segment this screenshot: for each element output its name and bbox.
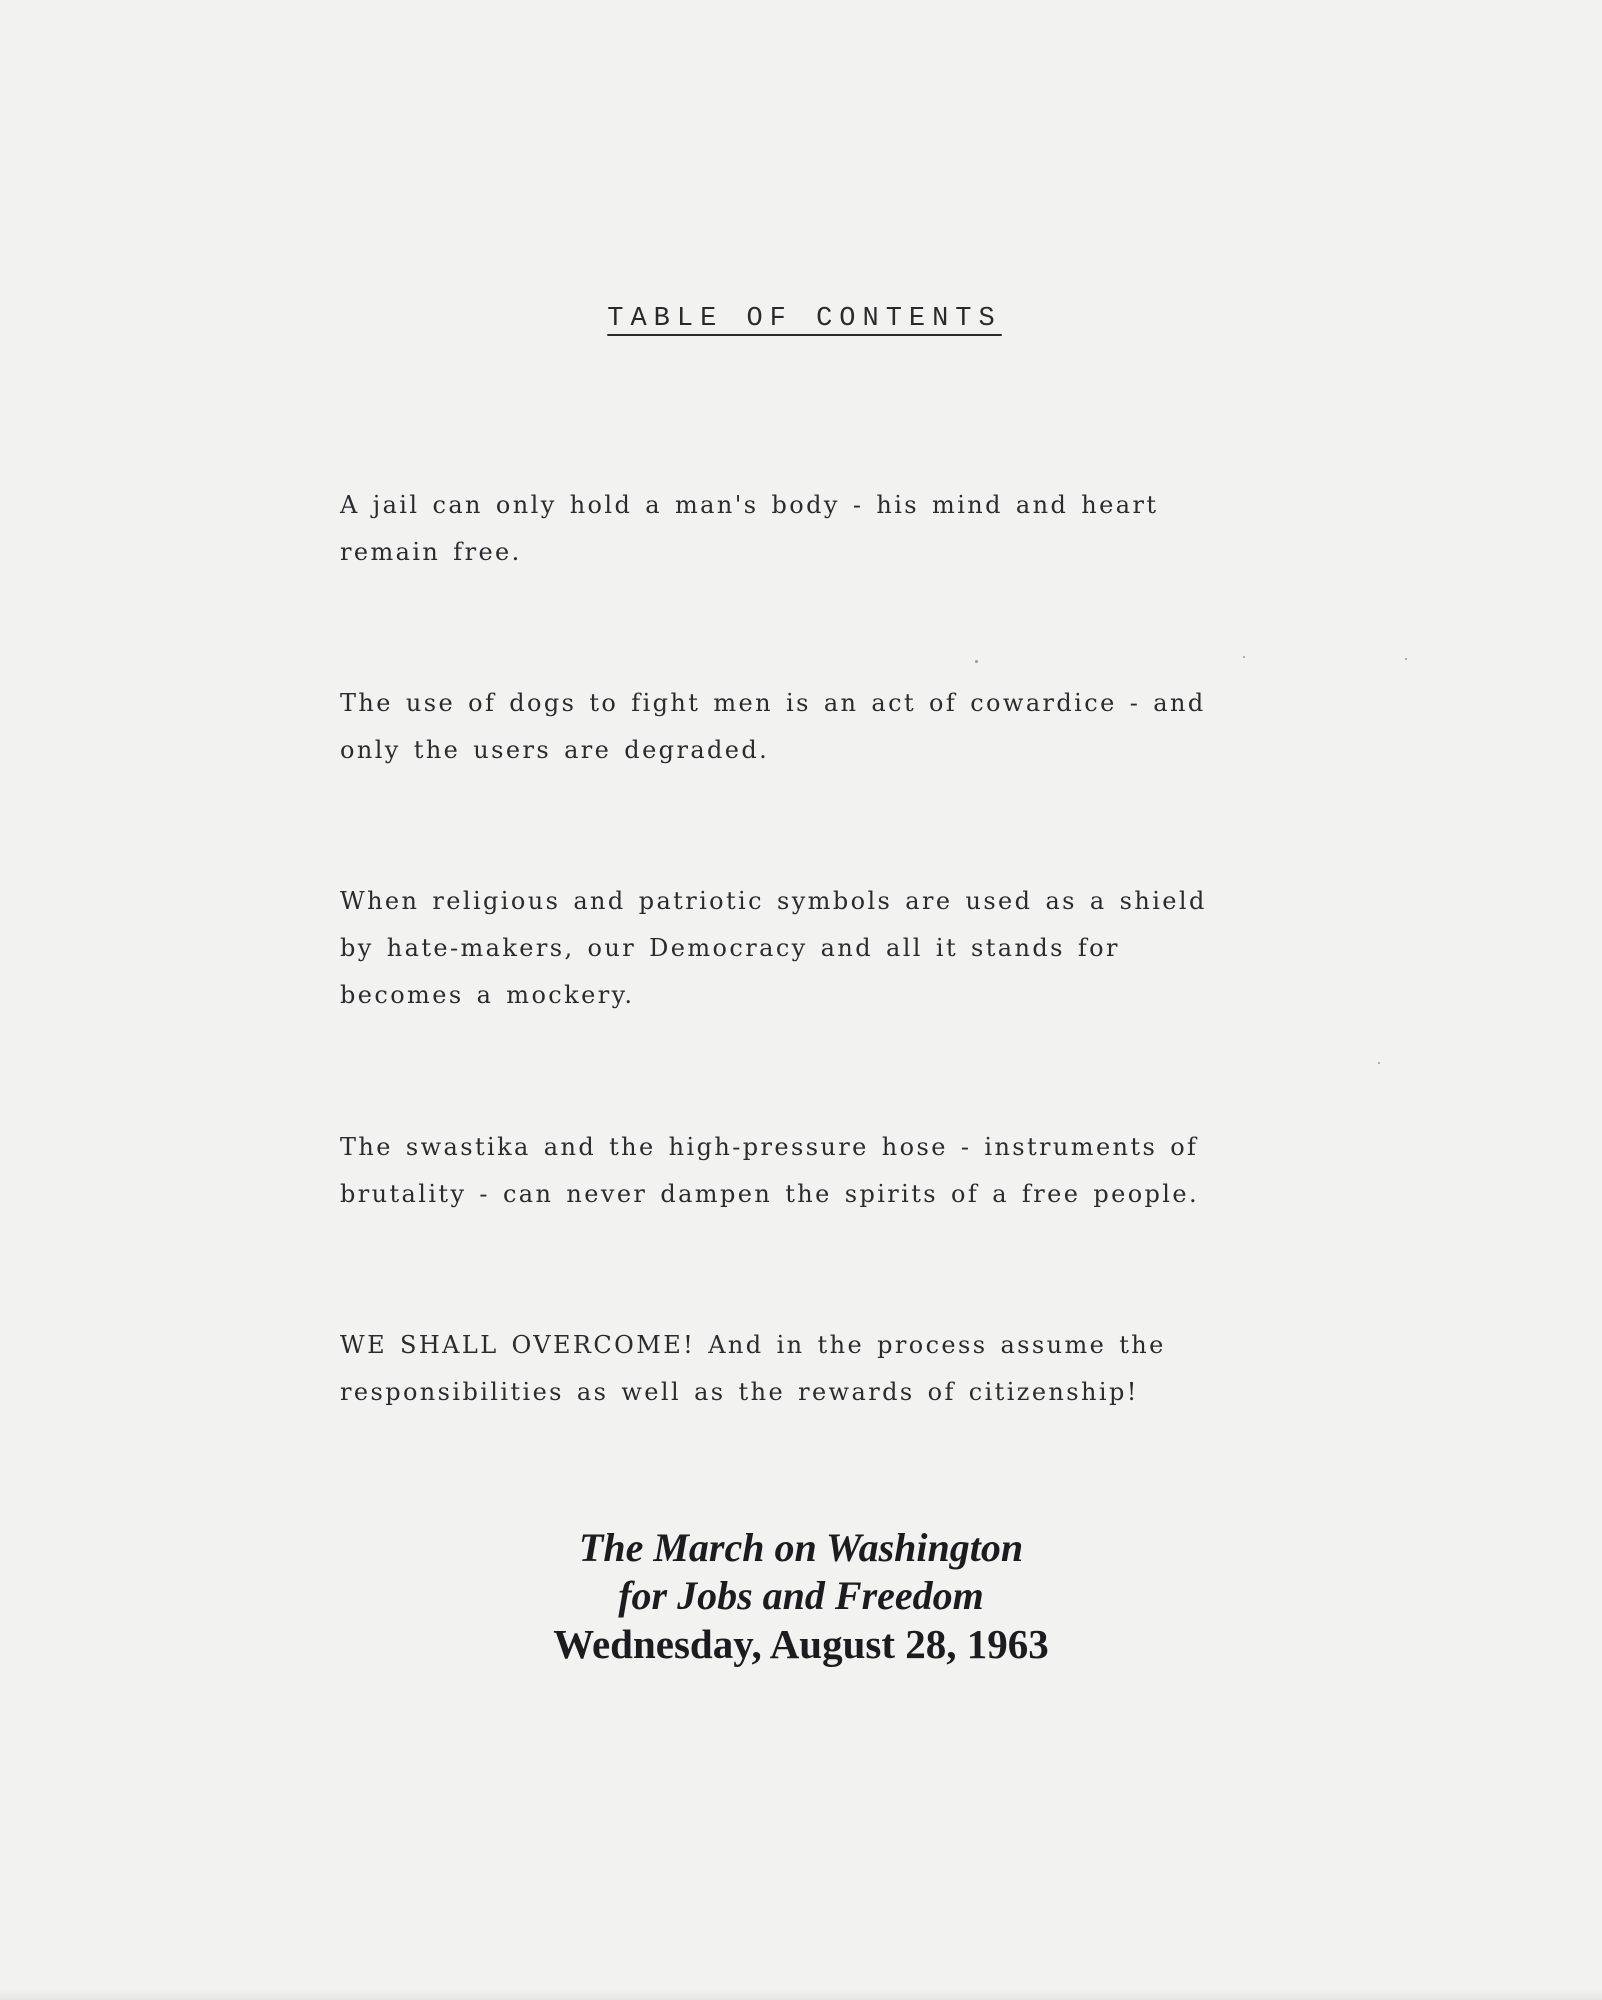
quote-overcome: WE SHALL OVERCOME! And in the process assume the responsibilities as well as the rewards of citizenship!	[340, 1331, 1166, 1406]
paper-speck	[1243, 656, 1245, 658]
quote-dogs: The use of dogs to fight men is an act of cowardice - and only the users are degraded.	[340, 689, 1206, 764]
page-bottom-edge	[0, 1988, 1602, 2000]
footer-subtitle: for Jobs and Freedom	[618, 1573, 984, 1618]
quote-symbols: When religious and patriotic symbols are used as a shield by hate-makers, our Democracy and all it stands for becomes a mockery.	[340, 887, 1207, 1009]
quote-list	[340, 482, 1260, 1416]
footer-date: Wednesday, August 28, 1963	[553, 1621, 1049, 1667]
heading-text: TABLE OF CONTENTS	[607, 304, 1002, 334]
paper-speck	[975, 660, 978, 663]
page-heading	[0, 296, 1602, 334]
quote-swastika: The swastika and the high-pressure hose - instruments of brutality - can never dampen the spirits of a free people.	[340, 1133, 1200, 1208]
event-footer	[0, 1524, 1602, 1668]
quote-jail: A jail can only hold a man's body - his mind and heart remain free.	[340, 491, 1159, 566]
paper-speck	[1405, 658, 1407, 660]
paper-speck	[1378, 1062, 1380, 1064]
footer-title: The March on Washington	[578, 1525, 1024, 1570]
